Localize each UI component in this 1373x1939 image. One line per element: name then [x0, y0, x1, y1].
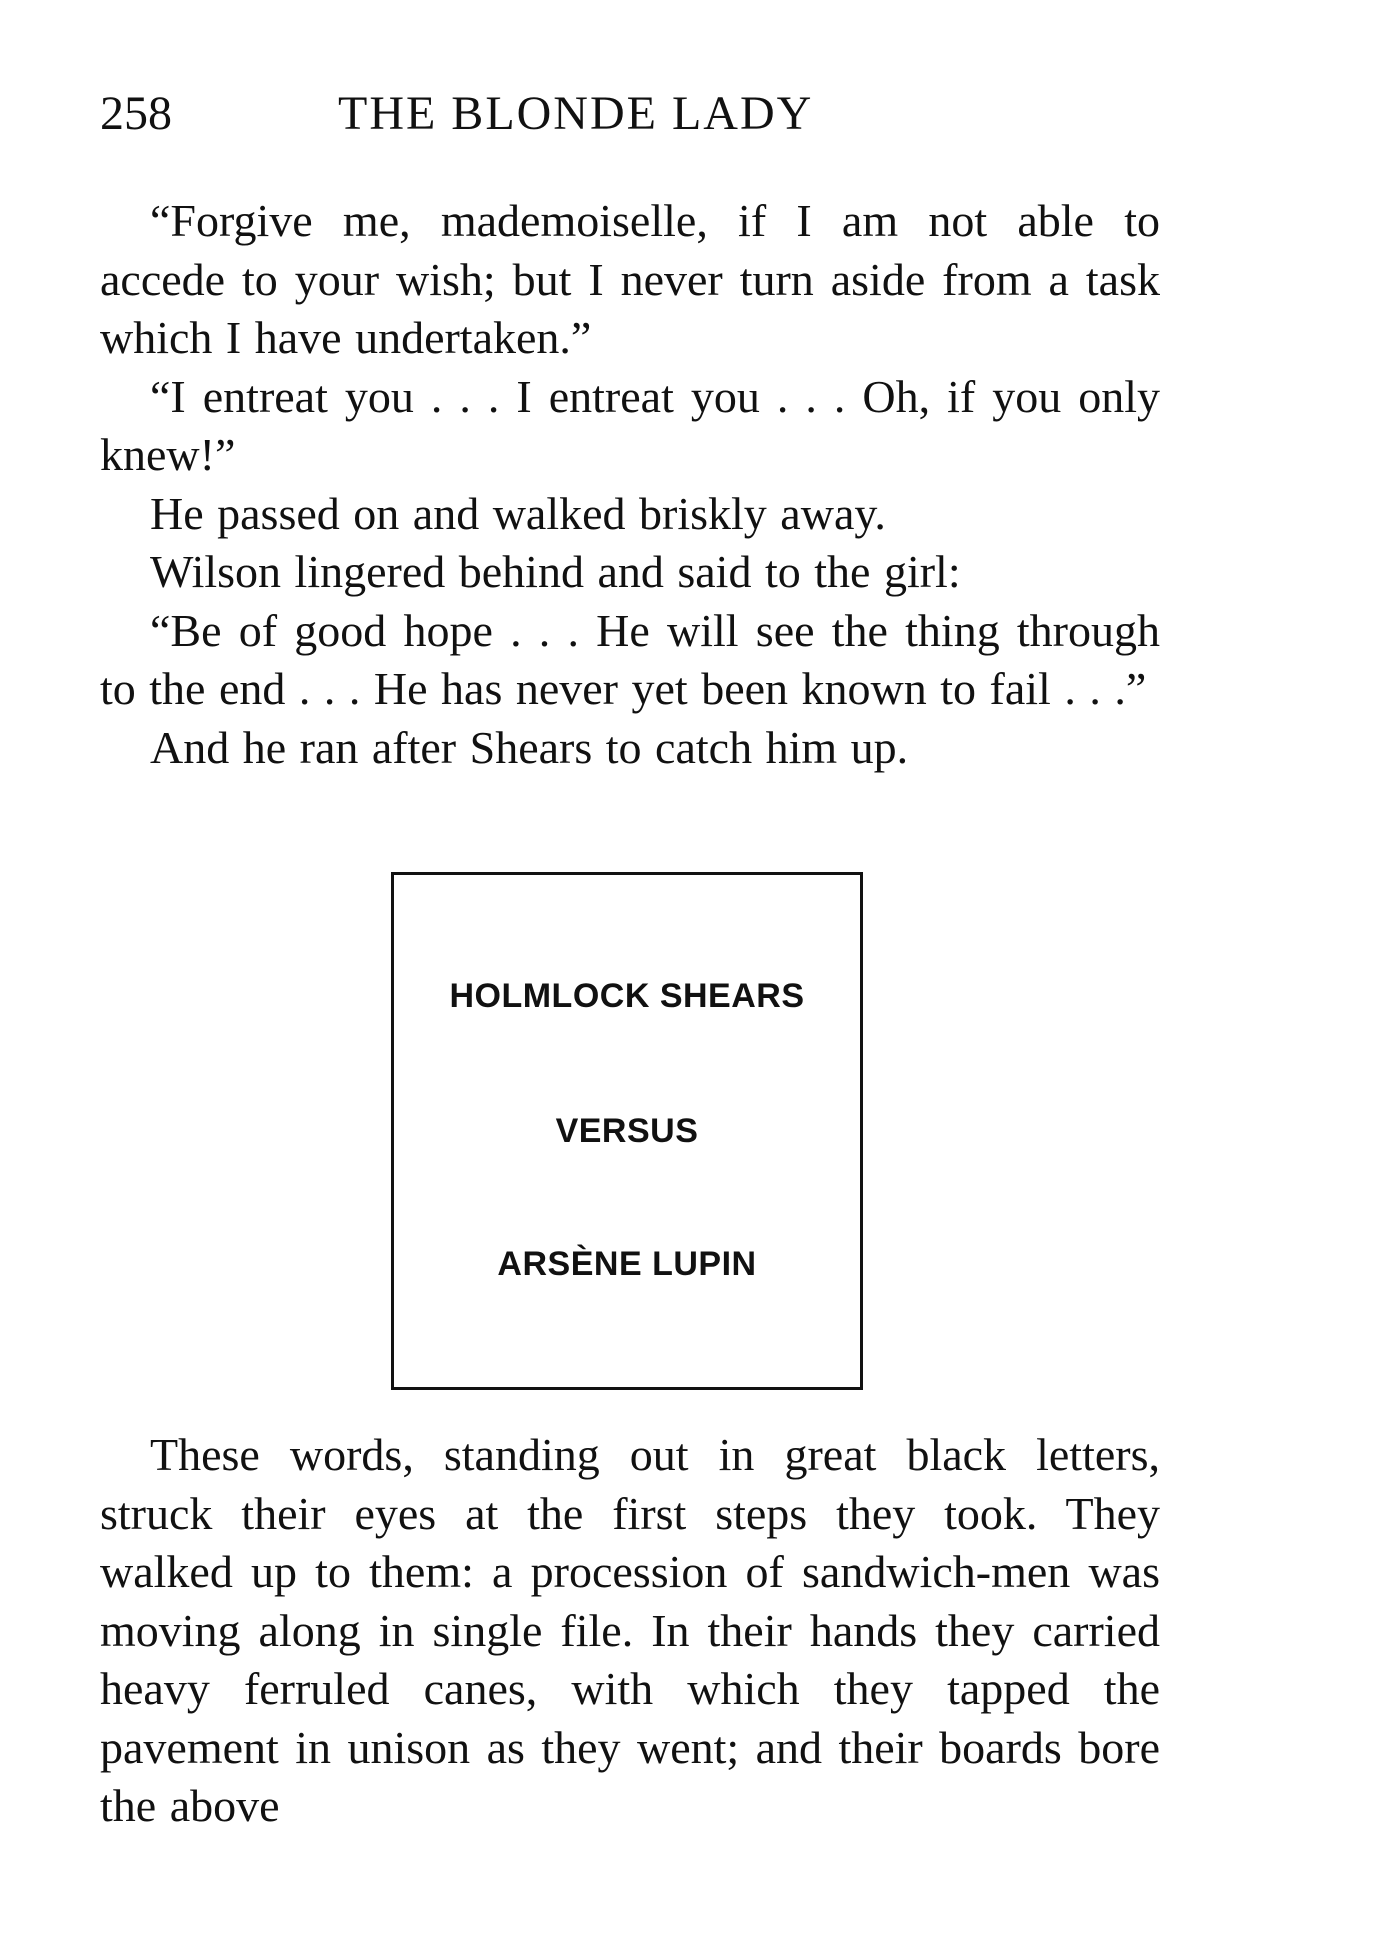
paragraph: And he ran after Shears to catch him up. — [150, 721, 909, 773]
paragraph: These words, standing out in great black letters, struck their eyes at the first steps they took. They walked up to them: a procession of sandwich-men was moving along in single file. In their hands they carried heavy ferruled canes, with which they tapped the pavement in unison as they went; and their boards bore the above — [100, 1429, 1160, 1831]
running-head-title: THE BLONDE LADY — [338, 87, 814, 140]
signboard-line-versus: VERSUS — [555, 1112, 699, 1150]
page-number: 258 — [100, 87, 172, 140]
body-text-bottom — [100, 1426, 1160, 1836]
paragraph: “Forgive me, mademoiselle, if I am not able to accede to your wish; but I never turn aside from a task which I have undertaken.” — [100, 195, 1160, 363]
paragraph: Wilson lingered behind and said to the girl: — [150, 546, 961, 597]
page-header — [100, 84, 1160, 144]
paragraph: “Be of good hope . . . He will see the thing through to the end . . . He has never yet been known to fail . . .” — [100, 604, 1160, 714]
signboard-line-opponent: ARSÈNE LUPIN — [497, 1245, 757, 1283]
signboard-line-name: HOLMLOCK SHEARS — [449, 977, 805, 1015]
paragraph: He passed on and walked briskly away. — [150, 487, 886, 539]
signboard-box — [391, 872, 863, 1390]
body-text-top — [100, 192, 1160, 777]
paragraph: “I entreat you . . . I entreat you . . . Oh, if you only knew!” — [100, 370, 1160, 480]
